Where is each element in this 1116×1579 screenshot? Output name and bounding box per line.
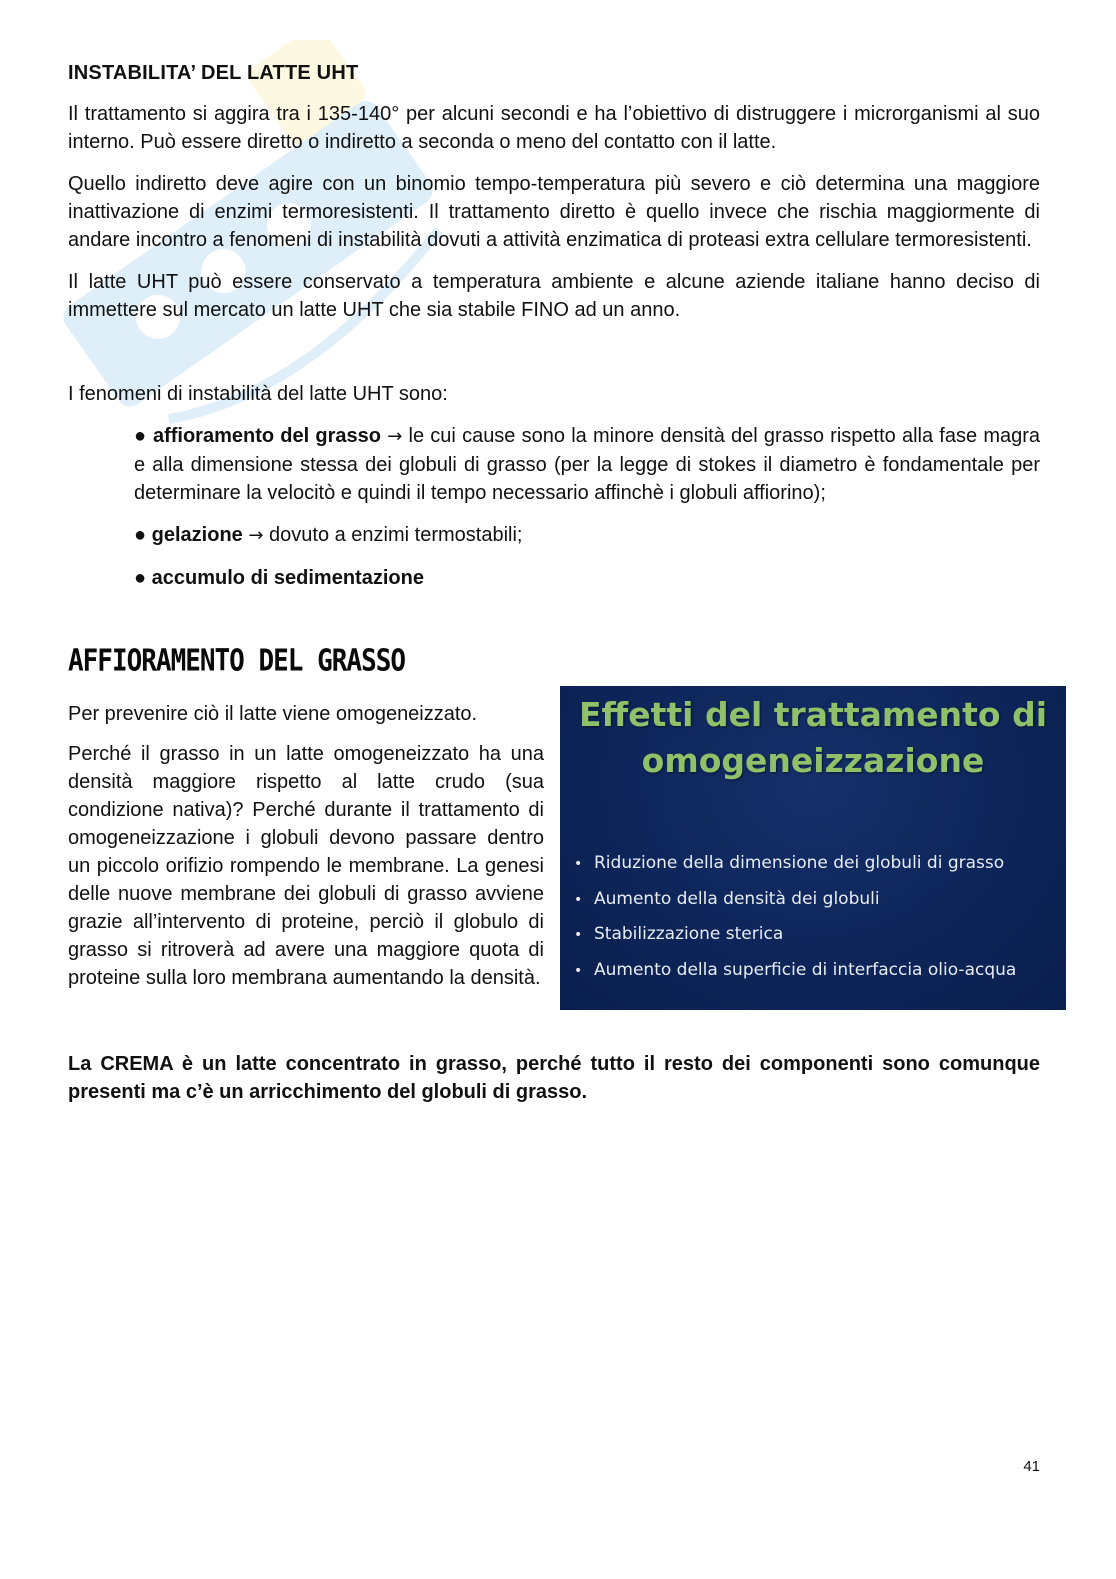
paragraph: Il latte UHT può essere conservato a temperatura ambiente e alcune aziende italiane hanno deciso di immettere sul mercato un latte UHT che sia stabile FINO ad un anno. [68,271,1040,321]
slide-image [560,686,1066,1010]
list-item [134,564,1040,592]
slide-bullet-list [574,846,1016,988]
bullet-icon: • [574,856,583,872]
bullet-icon: ● [134,567,147,589]
paragraph: Quello indiretto deve agire con un binomio tempo-temperatura più severo e ciò determina una maggiore inattivazione di enzimi termoresistenti. Il trattamento diretto è quello invece che rischia maggiormente di andare incontro a fenomeni di instabilità dovuti a attività enzimatica di proteasi extra cellulare termoresistenti. [68,173,1040,251]
two-column-block [68,695,1068,992]
list-item-term: gelazione [151,524,243,546]
slide-list-item [574,882,1016,918]
section-heading: INSTABILITA’ DEL LATTE UHT [68,62,359,84]
section-title-handwritten: AFFIORAMENTO DEL GRASSO [68,644,406,679]
paragraph: Il trattamento si aggira tra i 135-140° per alcuni secondi e ha l’obiettivo di distruggere i microrganismi al suo interno. Può essere diretto o indiretto a seconda o meno del contatto con il latte. [68,103,1040,153]
list-item-text: le cui cause sono la minore densità del grasso rispetto alla fase magra e alla dimensione stessa dei globuli di grasso (per la legge di stokes il diametro è fondamentale per determinare la velocitò e quindi il tempo necessario affinchè i globuli affiorino); [134,425,1041,504]
page-number: 41 [1023,1458,1040,1475]
bullet-icon: • [574,891,583,908]
slide-list-item [574,917,1016,953]
left-column [68,700,544,992]
slide-item-text: Aumento della densità dei globuli [594,888,880,909]
crema-definition: La CREMA è un latte concentrato in grasso, perché tutto il resto dei componenti sono comunque presenti ma c’è un arricchimento del globuli di grasso. [68,1053,1040,1103]
list-item-text: dovuto a enzimi termostabili; [269,524,523,546]
bullet-icon: ● [134,524,147,546]
slide-item-text: Riduzione della dimensione dei globuli di grasso [594,853,1005,873]
slide-title: Effetti del trattamento di omogeneizzazione [578,695,1048,780]
bullet-icon: • [574,962,583,979]
bullet-icon: • [574,927,583,943]
slide-list-item [574,846,1016,882]
paragraph: Per prevenire ciò il latte viene omogeneizzato. [68,703,478,725]
list-intro: I fenomeni di instabilità del latte UHT sono: [68,383,448,405]
instability-list [68,422,1040,592]
arrow-right-icon: → [248,525,264,546]
main-content [68,62,1048,1106]
list-item-term: accumulo di sedimentazione [151,567,424,589]
bullet-icon: ● [134,425,147,447]
paragraph: Perché il grasso in un latte omogeneizzato ha una densità maggiore rispetto al latte crudo (sua condizione nativa)? Perché durante il trattamento di omogeneizzazione i globuli devono passare dentro un piccolo orifizio rompendo le membrane. La genesi delle nuove membrane dei globuli di grasso avviene grazie all’intervento di proteine, perciò il globulo di grasso si ritroverà ad avere una maggiore quota di proteine sulla loro membrana aumentando la densità. [68,743,544,989]
arrow-right-icon: → [387,426,403,447]
list-item [134,521,1040,550]
list-item-term: affioramento del grasso [152,425,381,447]
list-item [134,422,1040,507]
slide-list-item [574,953,1016,989]
slide-item-text: Aumento della superficie di interfaccia olio-acqua [594,959,1017,980]
slide-item-text: Stabilizzazione sterica [594,924,784,944]
